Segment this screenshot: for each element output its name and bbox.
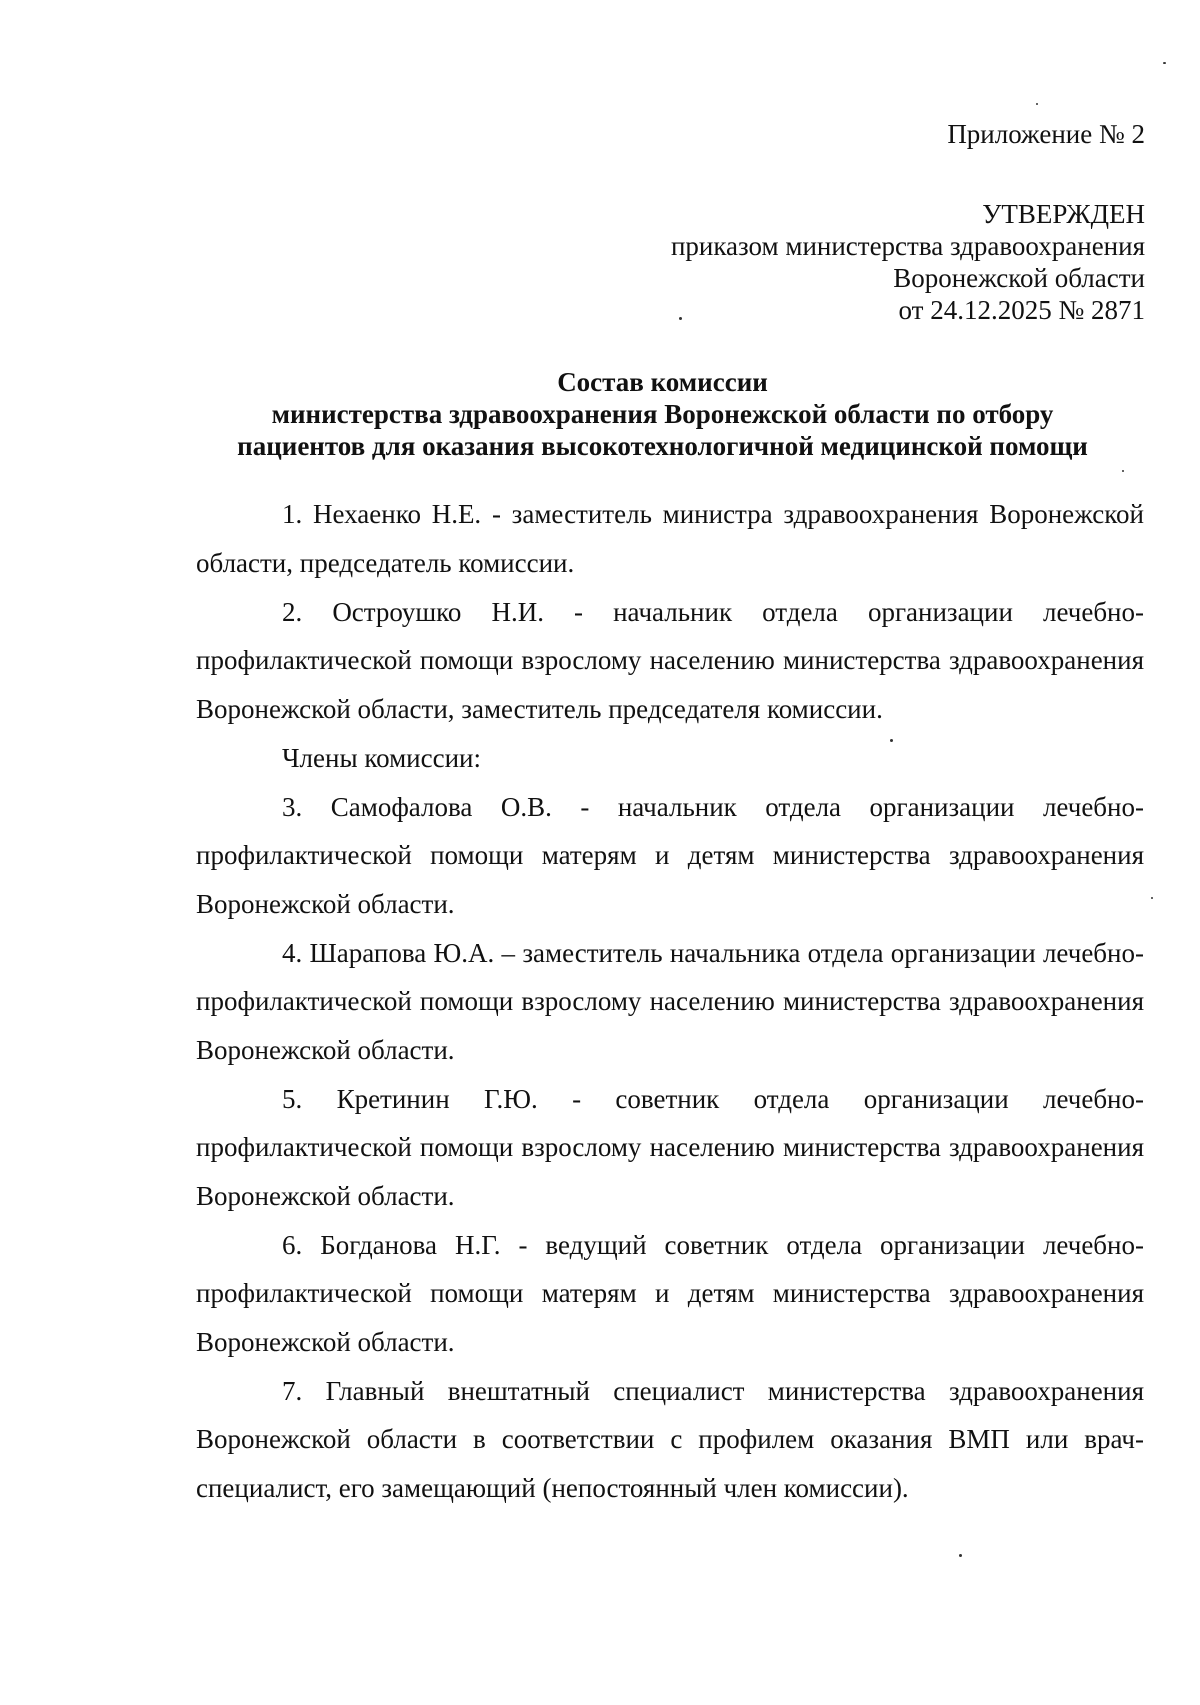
- list-item-4: 4. Шарапова Ю.А. – заместитель начальника отдела организации лечебно-профилактической помощи взрослому населению министерства здравоохранения Воронежской области.: [196, 937, 1144, 1065]
- order-line-1: приказом министерства здравоохранения: [670, 231, 1145, 261]
- document-title: [180, 366, 1145, 462]
- scan-speck: [1163, 62, 1166, 64]
- order-date: от 24.12.2025 № 2871: [898, 295, 1145, 325]
- scan-speck: [1036, 103, 1038, 105]
- scan-speck: [890, 739, 893, 742]
- list-item-3: 3. Самофалова О.В. - начальник отдела организации лечебно-профилактической помощи матерям и детям министерства здравоохранения Воронежской области.: [196, 791, 1144, 919]
- list-item-2: 2. Остроушко Н.И. - начальник отдела организации лечебно-профилактической помощи взрослому населению министерства здравоохранения Воронежской области, заместитель председателя комиссии.: [196, 596, 1144, 724]
- title-line-2: министерства здравоохранения Воронежской области по отбору: [271, 399, 1054, 429]
- scan-speck: [1122, 470, 1124, 472]
- document-body: [196, 490, 1144, 1513]
- approval-block: [505, 118, 1145, 326]
- scan-speck: [1151, 897, 1153, 899]
- list-item-7: 7. Главный внештатный специалист министерства здравоохранения Воронежской области в соответствии с профилем оказания ВМП или врач-специалист, его замещающий (непостоянный член комиссии).: [196, 1375, 1144, 1503]
- scan-speck: [959, 1554, 962, 1557]
- title-line-3: пациентов для оказания высокотехнологичной медицинской помощи: [237, 431, 1088, 461]
- appendix-label: Приложение № 2: [947, 119, 1145, 149]
- approved-label: УТВЕРЖДЕН: [982, 199, 1145, 229]
- list-item-5: 5. Кретинин Г.Ю. - советник отдела организации лечебно-профилактической помощи взрослому населению министерства здравоохранения Воронежской области.: [196, 1083, 1144, 1211]
- title-line-1: Состав комиссии: [557, 367, 768, 397]
- members-label: Члены комиссии:: [282, 742, 481, 773]
- list-item-6: 6. Богданова Н.Г. - ведущий советник отдела организации лечебно-профилактической помощи матерям и детям министерства здравоохранения Воронежской области.: [196, 1229, 1144, 1357]
- list-item-1: 1. Нехаенко Н.Е. - заместитель министра здравоохранения Воронежской области, председатель комиссии.: [196, 499, 1144, 578]
- scan-speck: [679, 317, 682, 320]
- order-line-2: Воронежской области: [893, 263, 1145, 293]
